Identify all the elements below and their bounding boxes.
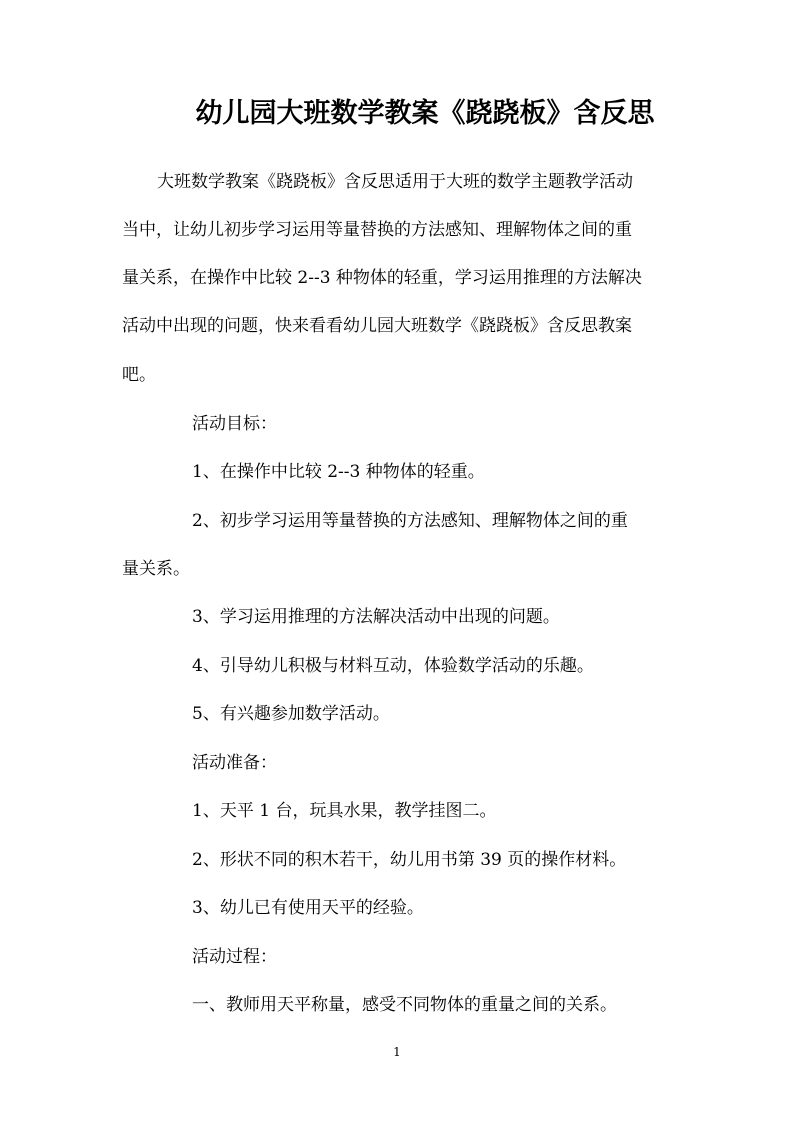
- goal-item-2-line-2: 量关系。: [122, 559, 190, 579]
- prep-item-3: 3、幼儿已有使用天平的经验。: [192, 898, 424, 918]
- intro-line-1: 大班数学教案《跷跷板》含反思适用于大班的数学主题教学活动: [157, 172, 633, 192]
- goals-heading: 活动目标：: [192, 414, 277, 434]
- page-number: 1: [393, 1045, 401, 1059]
- prep-heading: 活动准备：: [192, 753, 277, 773]
- goal-item-2-line-1: 2、初步学习运用等量替换的方法感知、理解物体之间的重: [192, 511, 628, 531]
- intro-line-2: 当中，让幼儿初步学习运用等量替换的方法感知、理解物体之间的重: [122, 220, 632, 240]
- goal-item-4: 4、引导幼儿积极与材料互动，体验数学活动的乐趣。: [192, 656, 594, 676]
- intro-line-4: 活动中出现的问题，快来看看幼儿园大班数学《跷跷板》含反思教案: [122, 316, 632, 336]
- goal-item-3: 3、学习运用推理的方法解决活动中出现的问题。: [192, 607, 560, 627]
- prep-item-1: 1、天平 1 台，玩具水果，教学挂图二。: [192, 801, 497, 821]
- document-title: 幼儿园大班数学教案《跷跷板》含反思: [195, 98, 655, 129]
- process-heading: 活动过程：: [192, 947, 277, 967]
- goal-item-5: 5、有兴趣参加数学活动。: [192, 704, 390, 724]
- process-item-1: 一、教师用天平称量，感受不同物体的重量之间的关系。: [192, 995, 617, 1015]
- goal-item-1: 1、在操作中比较 2--3 种物体的轻重。: [192, 462, 485, 482]
- prep-item-2: 2、形状不同的积木若干，幼儿用书第 39 页的操作材料。: [192, 850, 627, 870]
- intro-line-5: 吧。: [122, 365, 156, 385]
- intro-line-3: 量关系，在操作中比较 2--3 种物体的轻重，学习运用推理的方法解决: [122, 268, 642, 288]
